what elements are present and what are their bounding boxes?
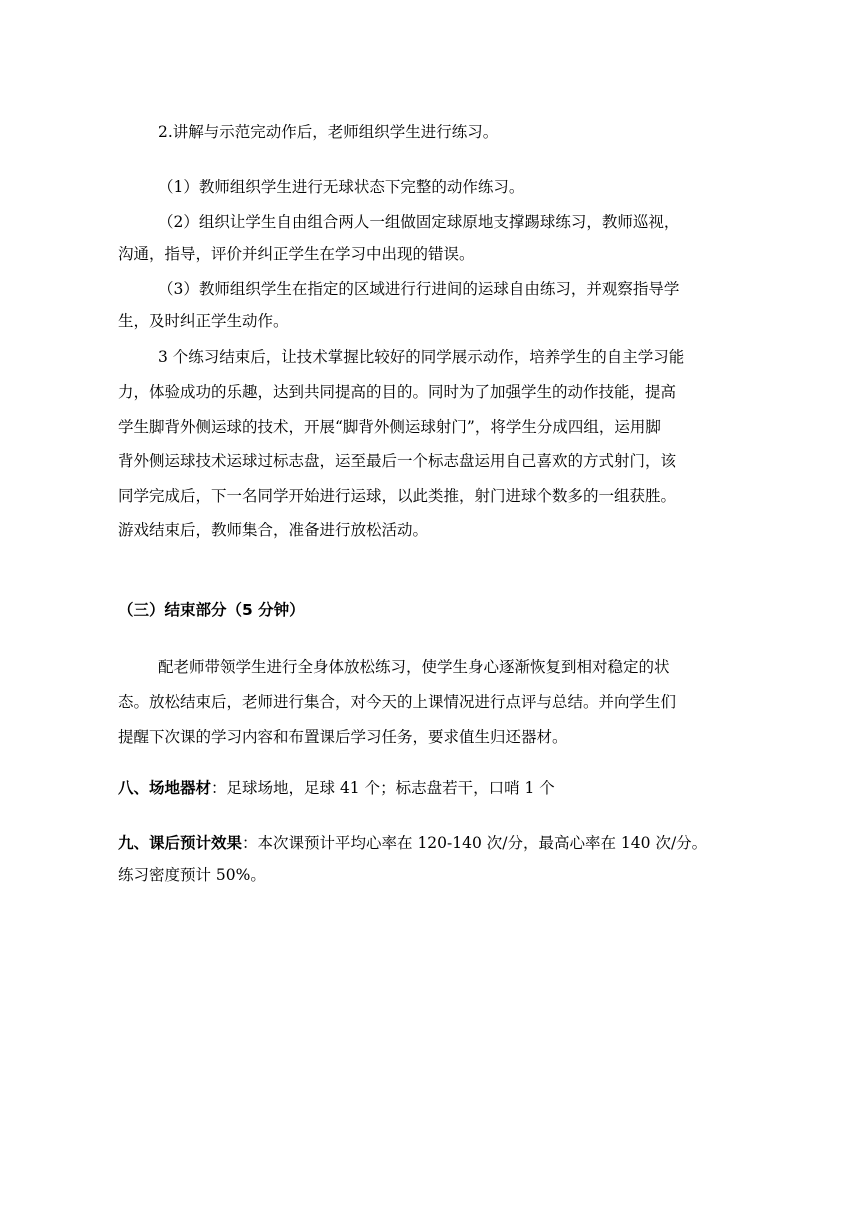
closing-line: 态。放松结束后，老师进行集合，对今天的上课情况进行点评与总结。并向学生们 (118, 693, 677, 711)
substep-1-text: （1）教师组织学生进行无球状态下完整的动作练习。 (158, 178, 525, 196)
step-2-text: 2.讲解与示范完动作后，老师组织学生进行练习。 (158, 123, 499, 141)
paragraph-line: 力，体验成功的乐趣，达到共同提高的目的。同时为了加强学生的动作技能，提高 (118, 383, 677, 401)
section-3-heading: （三）结束部分（5 分钟） (118, 601, 305, 619)
substep-3-line-2: 生，及时纠正学生动作。 (118, 312, 289, 330)
paragraph-line: 游戏结束后，教师集合，准备进行放松活动。 (118, 521, 429, 539)
equipment-text: ：足球场地，足球 41 个；标志盘若干，口哨 1 个 (211, 779, 555, 797)
closing-line: 配老师带领学生进行全身体放松练习，使学生身心逐渐恢复到相对稳定的状 (158, 658, 670, 676)
effect-text: ：本次课预计平均心率在 120-140 次/分，最高心率在 140 次/分。 (242, 834, 708, 852)
paragraph-line: 学生脚背外侧运球的技术，开展“脚背外侧运球射门”，将学生分成四组，运用脚 (118, 418, 661, 436)
equipment-line (118, 778, 555, 798)
paragraph-line: 同学完成后，下一名同学开始进行运球，以此类推，射门进球个数多的一组获胜。 (118, 487, 677, 505)
closing-line: 提醒下次课的学习内容和布置课后学习任务，要求值生归还器材。 (118, 728, 568, 746)
paragraph-line: 背外侧运球技术运球过标志盘，运至最后一个标志盘运用自己喜欢的方式射门，该 (118, 452, 677, 470)
equipment-label: 八、场地器材 (118, 779, 212, 797)
substep-2-line-2: 沟通，指导，评价并纠正学生在学习中出现的错误。 (118, 245, 475, 263)
effect-line-2: 练习密度预计 50%。 (118, 866, 266, 884)
substep-3-line-1: （3）教师组织学生在指定的区域进行行进间的运球自由练习，并观察指导学 (158, 280, 680, 298)
effect-label: 九、课后预计效果 (118, 834, 243, 852)
paragraph-line: 3 个练习结束后，让技术掌握比较好的同学展示动作，培养学生的自主学习能 (158, 348, 685, 366)
substep-2-line-1: （2）组织让学生自由组合两人一组做固定球原地支撑踢球练习，教师巡视， (158, 213, 680, 231)
effect-line (118, 833, 707, 853)
